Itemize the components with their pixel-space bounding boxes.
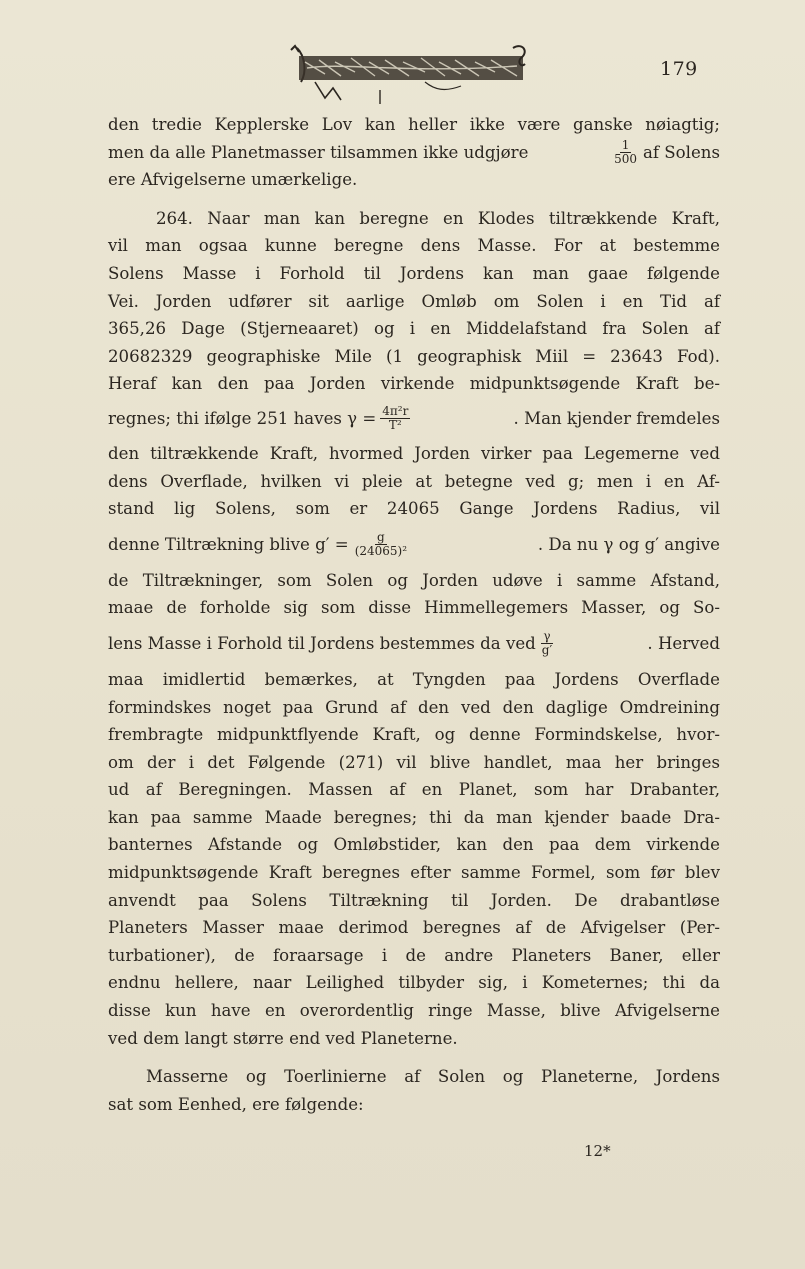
text-line: midpunktsøgende Kraft beregnes efter samme Formel, som før blev	[108, 863, 720, 883]
text-line: 20682329 geographiske Mile (1 geographisk Miil = 23643 Fod).	[108, 346, 720, 366]
page-number: 179	[660, 58, 698, 80]
text-line: vil man ogsaa kunne beregne dens Masse. For at bestemme	[108, 236, 720, 256]
text-line-with-fraction	[108, 398, 720, 440]
text-line: ud af Beregningen. Massen af en Planet, som har Drabanter,	[108, 780, 720, 800]
text-line: anvendt paa Solens Tiltrækning til Jorden. De drabantløse	[108, 890, 720, 910]
text-line: banternes Afstande og Omløbstider, kan den paa dem virkende	[108, 835, 720, 855]
fraction-denominator: g′	[541, 643, 553, 658]
fraction	[380, 405, 410, 432]
text-line: kan paa samme Maade beregnes; thi da man kjender baade Dra-	[108, 807, 720, 827]
text-segment: denne Tiltrækning blive g′ =	[108, 534, 349, 554]
paragraph-264	[108, 205, 720, 1052]
text-line: Solens Masse i Forhold til Jordens kan man gaae følgende	[108, 263, 720, 283]
text-segment: men da alle Planetmasser tilsammen ikke udgjøre	[108, 142, 529, 162]
text-line: maa imidlertid bemærkes, at Tyngden paa Jordens Overflade	[108, 669, 720, 689]
text-line: disse kun have en overordentlig ringe Masse, blive Afvigelserne	[108, 1001, 720, 1021]
text-line: turbationer), de foraarsage i de andre Planeters Baner, eller	[108, 945, 720, 965]
text-segment: . Da nu γ og g′ angive	[537, 534, 720, 554]
fraction	[612, 139, 639, 166]
ornamental-headpiece-icon	[285, 42, 530, 110]
text-segment: af Solens	[643, 142, 720, 162]
text-line: om der i det Følgende (271) vil blive handlet, maa her bringes	[108, 752, 720, 772]
text-line: dens Overflade, hvilken vi pleie at betegne ved g; men i en Af-	[108, 471, 720, 491]
text-line: 365,26 Dage (Stjerneaaret) og i en Middelafstand fra Solen af	[108, 319, 720, 339]
fraction-denominator: T²	[388, 418, 402, 433]
fraction-denominator: (24065)²	[354, 544, 408, 559]
text-line: maae de forholde sig som disse Himmellegemers Masser, og So-	[108, 598, 720, 618]
paragraph-0	[108, 111, 720, 194]
fraction-numerator: γ	[543, 629, 551, 644]
text-line-with-fraction	[108, 523, 720, 567]
fraction	[540, 630, 554, 657]
text-line: Planeters Masser maae derimod beregnes af de Afvigelser (Per-	[108, 918, 720, 938]
text-line: endnu hellere, naar Leilighed tilbyder sig, i Kometernes; thi da	[108, 973, 720, 993]
text-line: Masserne og Toerlinierne af Solen og Planeterne, Jordens	[146, 1067, 720, 1087]
text-line-with-fraction	[108, 622, 720, 666]
text-line: den tredie Kepplerske Lov kan heller ikke være ganske nøiagtig;	[108, 115, 720, 134]
fraction-numerator: 1	[621, 137, 630, 152]
text-line: Vei. Jorden udfører sit aarlige Omløb om Solen i en Tid af	[108, 291, 720, 311]
text-line: 264. Naar man kan beregne en Klodes tiltrækkende Kraft,	[156, 208, 720, 228]
text-line-with-fraction	[108, 139, 720, 167]
text-segment: regnes; thi ifølge 251 haves γ =	[108, 409, 377, 429]
text-line: Heraf kan den paa Jorden virkende midpunktsøgende Kraft be-	[108, 374, 720, 394]
fraction-numerator: 4π²r	[382, 404, 409, 419]
text-line: stand lig Solens, som er 24065 Gange Jordens Radius, vil	[108, 499, 720, 519]
text-segment: . Herved	[647, 634, 720, 654]
text-line: ved dem langt større end ved Planeterne.	[108, 1028, 458, 1048]
text-segment: . Man kjender fremdeles	[513, 409, 720, 429]
text-segment: lens Masse i Forhold til Jordens bestemmes da ved	[108, 634, 536, 654]
text-line: frembragte midpunktflyende Kraft, og denne Formindskelse, hvor-	[108, 725, 720, 745]
fraction	[353, 531, 409, 558]
text-line: ere Afvigelserne umærkelige.	[108, 170, 358, 190]
text-line: formindskes noget paa Grund af den ved den daglige Omdreining	[108, 697, 720, 717]
paragraph-2	[108, 1063, 720, 1118]
text-line: den tiltrækkende Kraft, hvormed Jorden virker paa Legemerne ved	[108, 443, 720, 463]
text-line: de Tiltrækninger, som Solen og Jorden udøve i samme Afstand,	[108, 570, 720, 590]
text-line: sat som Eenhed, ere følgende:	[108, 1094, 364, 1114]
fraction-numerator: g	[377, 530, 385, 545]
signature-mark: 12*	[584, 1142, 611, 1160]
fraction-denominator: 500	[614, 151, 637, 166]
page-body	[108, 111, 720, 1118]
